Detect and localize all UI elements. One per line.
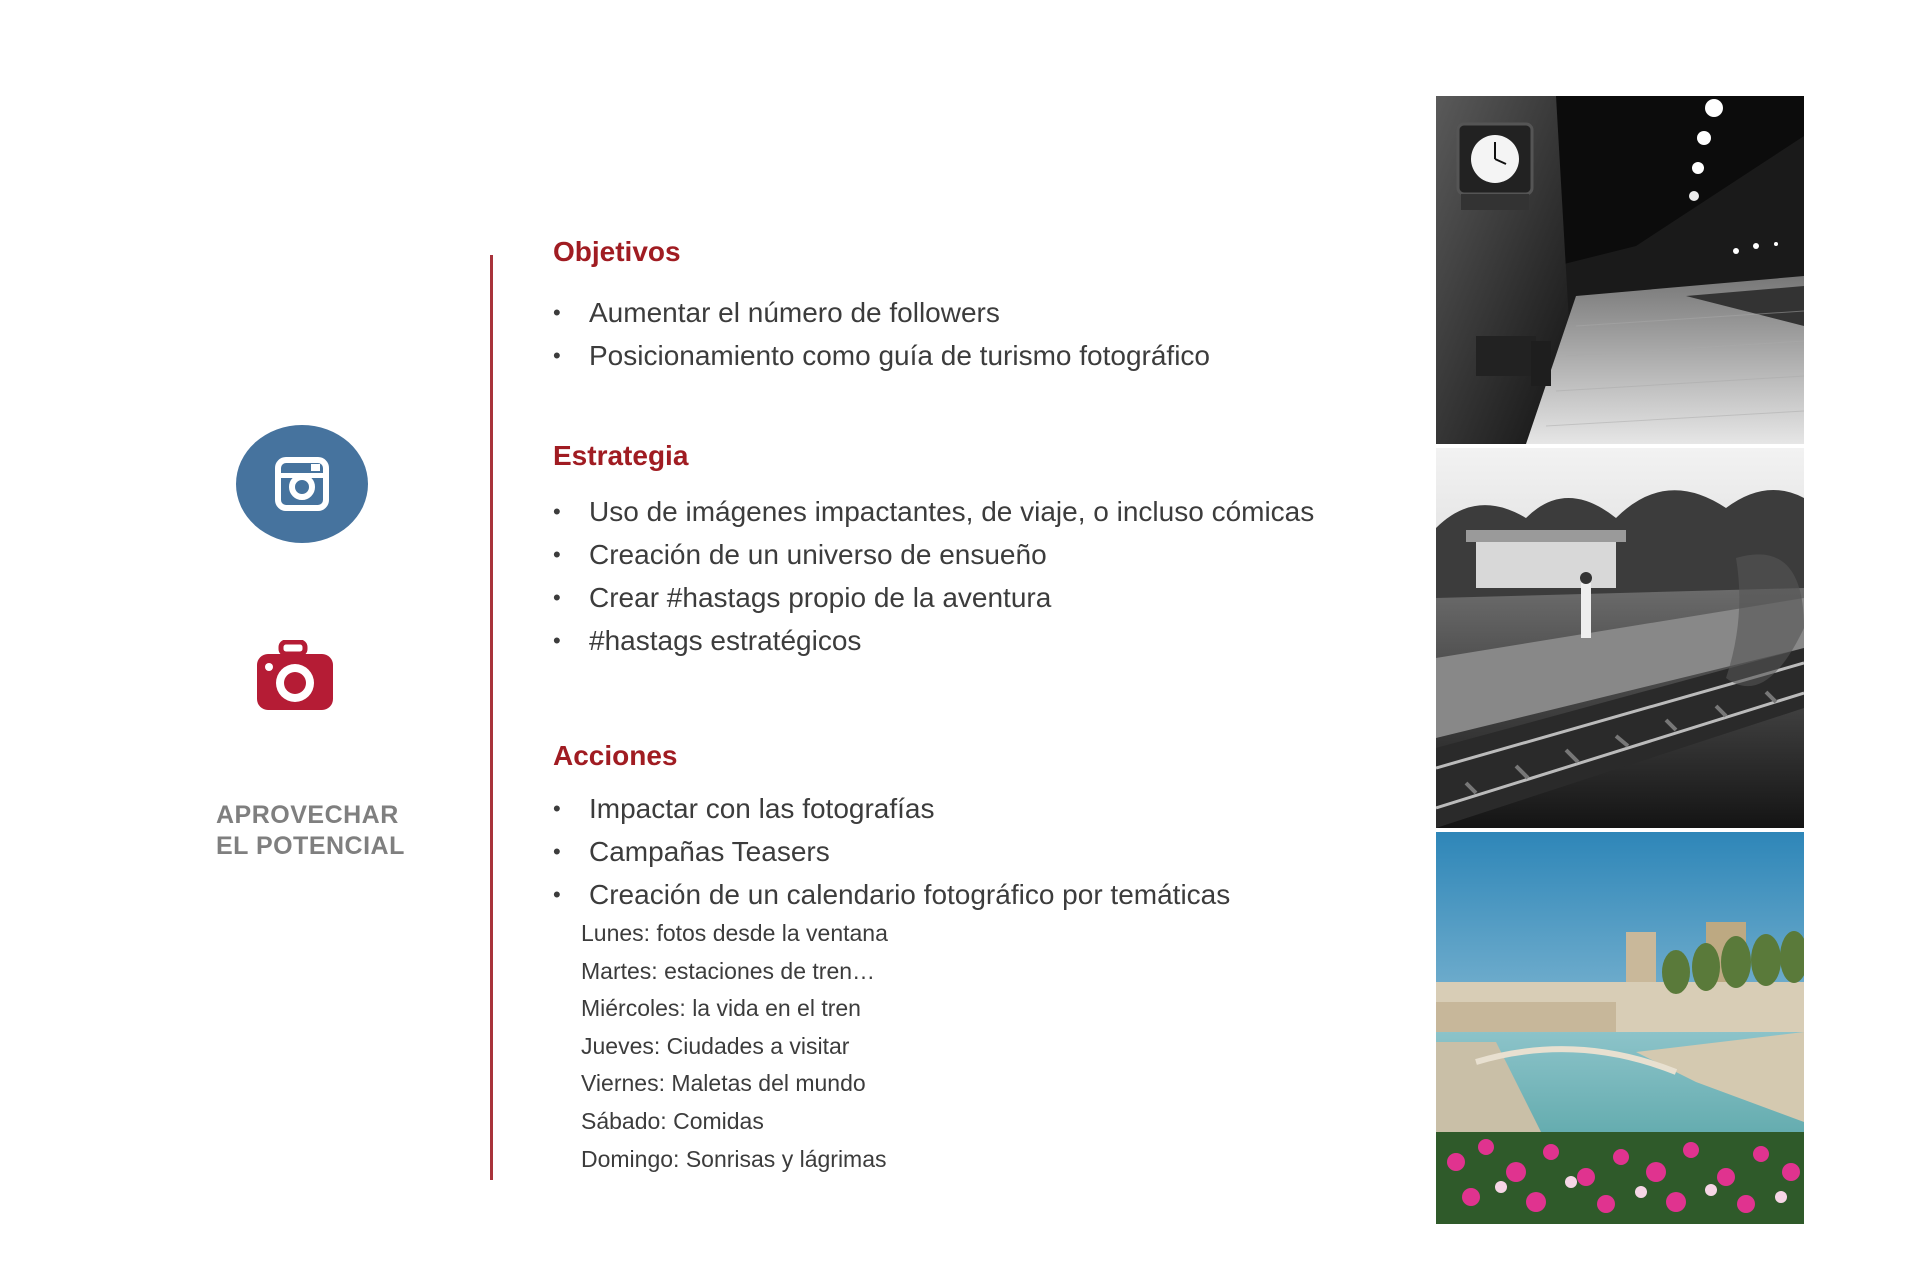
objetivos-list <box>553 291 1210 377</box>
calendar-item: Sábado: Comidas <box>581 1107 764 1134</box>
list-item <box>553 334 1210 377</box>
canal-flowers-photo <box>1436 832 1804 1224</box>
bullet-icon: • <box>553 343 561 368</box>
list-item-text: Uso de imágenes impactantes, de viaje, o incluso cómicas <box>589 496 1315 527</box>
bullet-icon: • <box>553 628 561 653</box>
calendar-item: Lunes: fotos desde la ventana <box>581 920 888 946</box>
list-item-text: Campañas Teasers <box>589 836 830 867</box>
list-item <box>553 576 1314 619</box>
list-item-text: #hastags estratégicos <box>589 625 862 656</box>
list-item <box>553 291 1210 334</box>
calendar-item: Martes: estaciones de tren… <box>581 957 876 984</box>
list-item-text: Impactar con las fotografías <box>589 793 935 824</box>
bullet-icon: • <box>553 796 561 821</box>
calendar-item: Jueves: Ciudades a visitar <box>581 1032 850 1059</box>
railway-tracks-photo <box>1436 448 1804 828</box>
calendar-list <box>581 915 888 1178</box>
objetivos-title: Objetivos <box>553 236 681 267</box>
instagram-icon <box>236 425 368 543</box>
acciones-list <box>553 787 1230 916</box>
calendar-item: Miércoles: la vida en el tren <box>581 995 861 1022</box>
bullet-icon: • <box>553 839 561 864</box>
estrategia-list <box>553 490 1314 662</box>
bullet-icon: • <box>553 499 561 524</box>
list-item <box>553 787 1230 830</box>
calendar-item: Domingo: Sonrisas y lágrimas <box>581 1145 887 1172</box>
list-item-text: Crear #hastags propio de la aventura <box>589 582 1052 613</box>
bullet-icon: • <box>553 882 561 907</box>
vertical-divider <box>490 255 493 1180</box>
list-item-text: Aumentar el número de followers <box>589 297 1000 328</box>
bullet-icon: • <box>553 542 561 567</box>
bullet-icon: • <box>553 300 561 325</box>
list-item <box>553 533 1314 576</box>
list-item <box>553 619 1314 662</box>
camera-icon <box>255 640 335 712</box>
list-item-text: Creación de un universo de ensueño <box>589 539 1047 570</box>
estrategia-title: Estrategia <box>553 440 689 471</box>
left-column <box>0 0 480 1280</box>
tagline <box>216 800 405 862</box>
list-item-text: Posicionamiento como guía de turismo fotográfico <box>589 340 1210 371</box>
station-clock-photo <box>1436 96 1804 444</box>
list-item <box>553 830 1230 873</box>
bullet-icon: • <box>553 585 561 610</box>
list-item-text: Creación de un calendario fotográfico por temáticas <box>589 879 1231 910</box>
acciones-title: Acciones <box>553 740 678 771</box>
list-item <box>553 490 1314 533</box>
list-item <box>553 873 1230 916</box>
tagline-line-1: APROVECHAR <box>216 801 399 829</box>
calendar-item: Viernes: Maletas del mundo <box>581 1070 866 1097</box>
tagline-line-2: EL POTENCIAL <box>216 832 405 860</box>
